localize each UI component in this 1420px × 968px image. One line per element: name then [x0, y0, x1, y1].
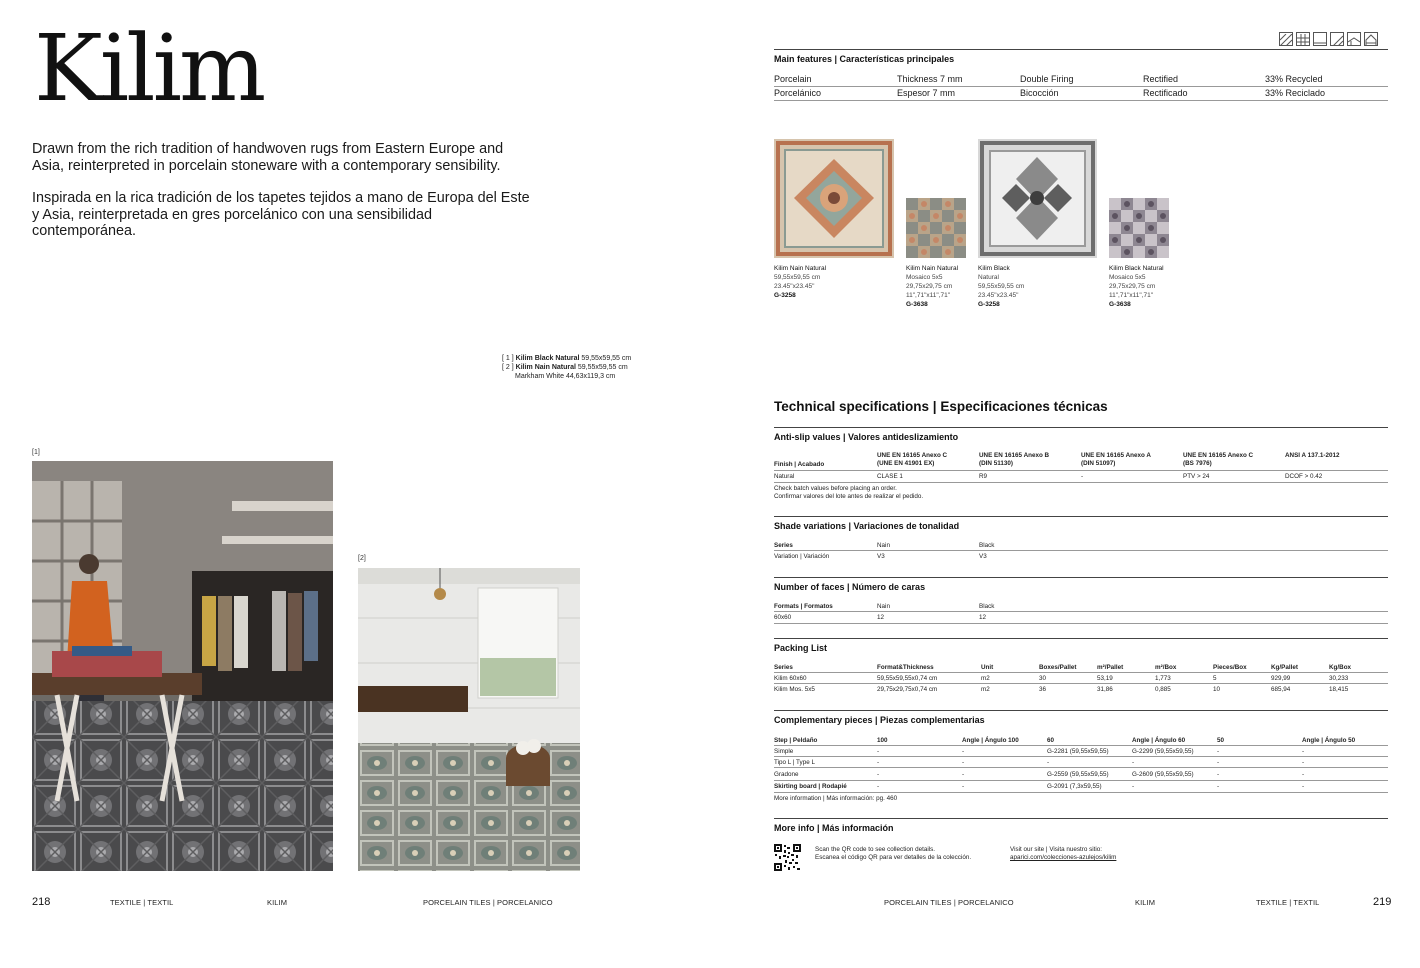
main-features-heading: Main features | Características principales [774, 54, 955, 64]
swatch-black-mosaic [1109, 198, 1169, 258]
footer-right-category: TEXTILE | TEXTIL [1256, 898, 1320, 907]
house-icon [1364, 32, 1378, 46]
shade-heading: Shade variations | Variaciones de tonalidad [774, 521, 960, 531]
bathroom-photo [358, 568, 580, 871]
faces-heading: Number of faces | Número de caras [774, 582, 926, 592]
footer-left-collection: KILIM [267, 898, 288, 907]
diagonal-tile-icon [1279, 32, 1293, 46]
footer-right-section: PORCELAIN TILES | PORCELANICO [884, 898, 1014, 907]
feature-es-3: Rectificado [1143, 88, 1188, 98]
image-tag-1: [1] [32, 449, 40, 456]
swatch-caption-2: Kilim Nain Natural Mosaico 5x5 29,75x29,75 cm 11",71"x11",71" G-3638 [906, 265, 959, 308]
more-information-ref: More information | Más información: pg. 460 [774, 795, 898, 802]
packing-heading: Packing List [774, 643, 828, 653]
footer-right-collection: KILIM [1135, 898, 1156, 907]
footer-left-section: PORCELAIN TILES | PORCELANICO [423, 898, 553, 907]
swatch-caption-4: Kilim Black Natural Mosaico 5x5 29,75x29,75 cm 11",71"x11",71" G-3638 [1109, 265, 1164, 308]
collection-title: Kilim [34, 15, 264, 122]
feature-icons [1279, 32, 1378, 46]
complementary-heading: Complementary pieces | Piezas complementarias [774, 715, 985, 725]
page-number-left: 218 [32, 896, 51, 908]
tech-spec-title: Technical specifications | Especificaciones técnicas [774, 399, 1108, 414]
antislip-heading: Anti-slip values | Valores antideslizamiento [774, 432, 959, 442]
intro-english: Drawn from the rich tradition of handwoven rugs from Eastern Europe and Asia, reinterpreted in porcelain stoneware with a contemporary sensibility. [32, 141, 504, 174]
qr-code[interactable] [774, 844, 801, 871]
collection-url-link[interactable]: aparici.com/colecciones-azulejos/kilim [1010, 854, 1117, 861]
swatch-caption-1: Kilim Nain Natural 59,55x59,55 cm 23.45"x23.45" G-3258 [774, 265, 827, 299]
feature-es-1: Espesor 7 mm [897, 88, 956, 98]
image-caption: [ 1 ] Kilim Black Natural 59,55x59,55 cm [ 2 ] Kilim Nain Natural 59,55x59,55 cm Markham White 44,63x119,3 cm [502, 355, 632, 380]
wall-floor-icon [1330, 32, 1344, 46]
image-tag-2: [2] [358, 555, 366, 562]
more-info-heading: More info | Más información [774, 823, 894, 833]
intro-spanish: Inspirada en la rica tradición de los tapetes tejidos a mano de Europa del Este y Asia, reinterpretada en gres porcelánico con una sensibilidad contemporánea. [32, 190, 530, 239]
swatch-nain-mosaic [906, 198, 966, 258]
swatch-nain-natural [774, 139, 894, 258]
swatch-black-natural [978, 139, 1097, 258]
feature-es-0: Porcelánico [774, 88, 822, 98]
feature-en-3: Rectified [1143, 74, 1179, 84]
feature-en-1: Thickness 7 mm [897, 74, 963, 84]
footer-left-category: TEXTILE | TEXTIL [110, 898, 174, 907]
boutique-photo [32, 461, 333, 871]
feature-en-0: Porcelain [774, 74, 812, 84]
feature-en-4: 33% Recycled [1265, 74, 1323, 84]
feature-en-2: Double Firing [1020, 74, 1074, 84]
feature-es-2: Bicocción [1020, 88, 1059, 98]
page-number-right: 219 [1373, 896, 1392, 908]
swatch-caption-3: Kilim Black Natural 59,55x59,55 cm 23.45"x23.45" G-3258 [978, 265, 1025, 308]
interior-icon [1347, 32, 1361, 46]
floor-icon [1313, 32, 1327, 46]
grid-tile-icon [1296, 32, 1310, 46]
feature-es-4: 33% Reciclado [1265, 88, 1326, 98]
